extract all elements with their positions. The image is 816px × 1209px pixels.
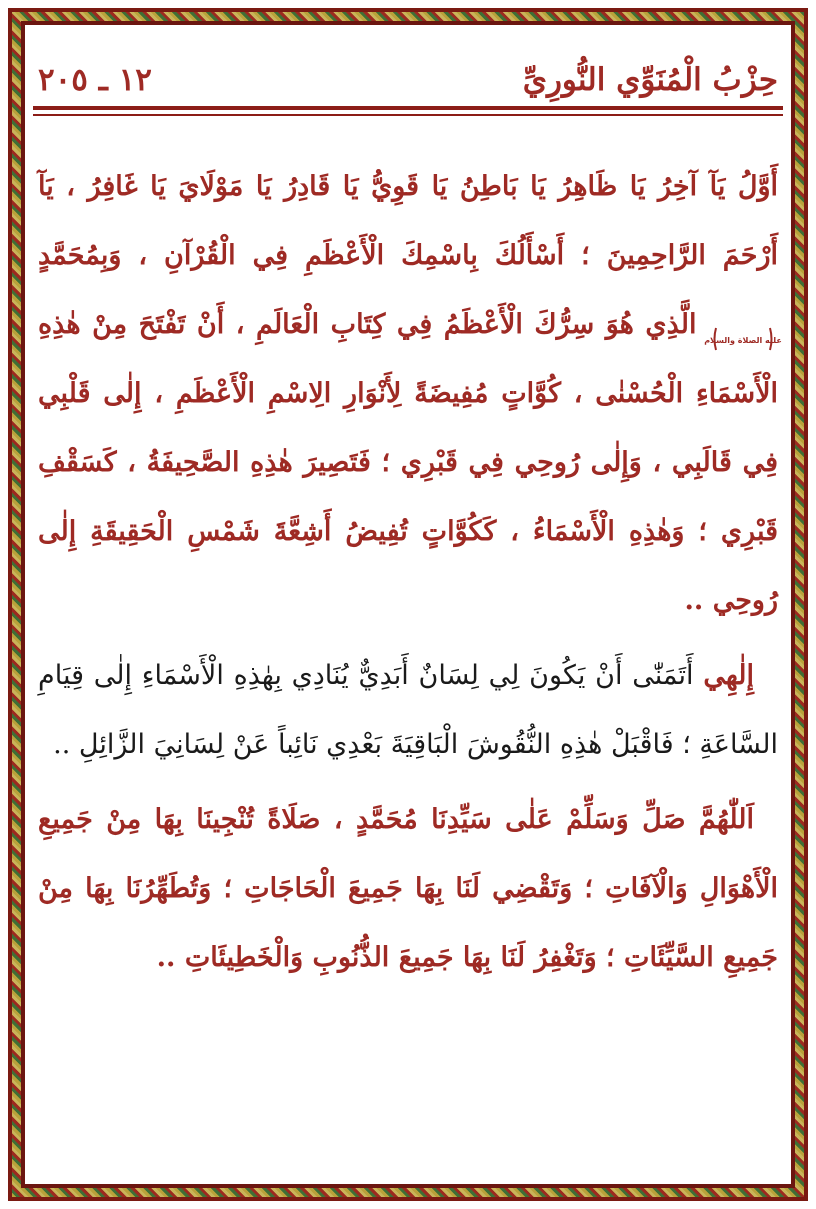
paragraph-1-part-b: الَّذِي هُوَ سِرُّكَ الْأَعْظَمُ فِي كِتَابِ الْعَالَمِ ، أَنْ تَفْتَحَ مِنْ هٰذِهِ الْأَسْمَاءِ الْحُسْنٰى ، كُوَّاتٍ مُفِيضَةً لِأَنْوَارِ الِاسْمِ الْأَعْظَمِ ، إِلٰى قَلْبِي فِي قَالَبِي ، وَإِلٰى رُوحِي فِي قَبْرِي ؛ فَتَصِيرَ هٰذِهِ الصَّحِيفَةُ ، كَسَقْفِ قَبْرِي ؛ وَهٰذِهِ الْأَسْمَاءُ ، كَكُوَّاتٍ تُفِيضُ أَشِعَّةَ شَمْسِ الْحَقِيقَةِ إِلٰى رُوحِي ..: [38, 309, 778, 616]
header-divider-thin: [33, 114, 783, 116]
paragraph-1: [38, 152, 782, 635]
page-body: [38, 152, 782, 998]
seal-text: عليه الصلاة والسلام: [704, 335, 782, 345]
honorific-seal-icon: [704, 311, 782, 345]
paragraph-2: [38, 641, 778, 779]
paragraph-3: اَللّٰهُمَّ صَلِّ وَسَلِّمْ عَلٰى سَيِّدِنَا مُحَمَّدٍ ، صَلَاةً تُنْجِينَا بِهَا مِنْ جَمِيعِ الْأَهْوَالِ وَالْآفَاتِ ؛ وَتَقْضِي لَنَا بِهَا جَمِيعَ الْحَاجَاتِ ؛ وَتُطَهِّرُنَا بِهَا مِنْ جَمِيعِ السَّيِّئَاتِ ؛ وَتَغْفِرُ لَنَا بِهَا جَمِيعَ الذُّنُوبِ وَالْخَطِيئَاتِ ..: [38, 804, 778, 973]
header-divider: [33, 106, 783, 110]
page-header: [38, 50, 778, 110]
paragraph-2-lead: إِلٰهِي: [703, 660, 754, 691]
paragraph-2-text: أَتَمَنّٰى أَنْ يَكُونَ لِي لِسَانٌ أَبَدِيٌّ يُنَادِي بِهٰذِهِ الْأَسْمَاءِ إِلٰى قِيَامِ السَّاعَةِ ؛ فَاقْبَلْ هٰذِهِ النُّقُوشَ الْبَاقِيَةَ بَعْدِي نَائِباً عَنْ لِسَانِيَ الزَّائِلِ ..: [38, 660, 778, 760]
page-number: ١٢ ـ ٢٠٥: [38, 62, 152, 98]
paragraph-1-part-a: أَوَّلُ يَآ آخِرُ يَا ظَاهِرُ يَا بَاطِنُ يَا قَوِيُّ يَا قَادِرُ يَا مَوْلَايَ يَا غَافِرُ ، يَآ أَرْحَمَ الرَّاحِمِينَ ؛ أَسْأَلُكَ بِاسْمِكَ الْأَعْظَمِ فِي الْقُرْآنِ ، وَبِمُحَمَّدٍ: [38, 171, 778, 271]
page-title: حِزْبُ الْمُنَوِّي النُّورِيِّ: [522, 62, 778, 98]
